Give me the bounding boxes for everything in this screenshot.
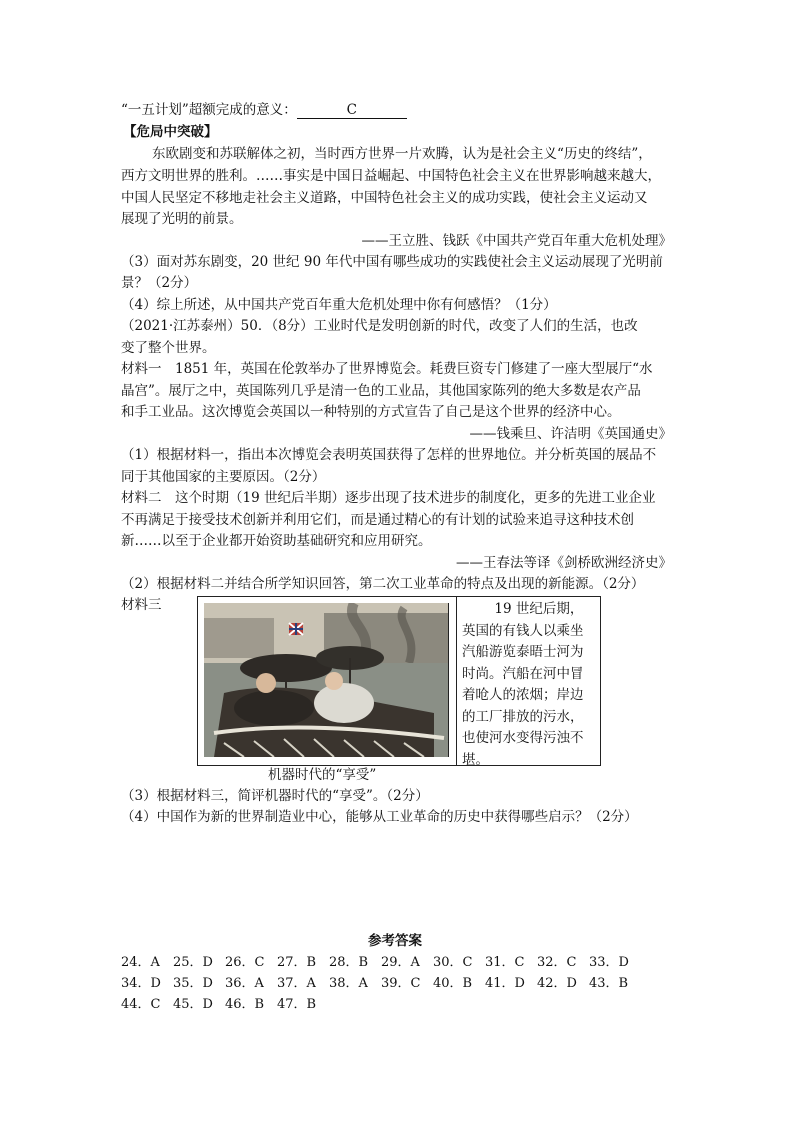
answer-item: 24．A [121, 955, 160, 970]
answer-item: 35．D [173, 976, 213, 991]
answer-item: 39．C [381, 976, 421, 991]
subquestion3: （3）根据材料三，简评机器时代的“享受”。（2分） [121, 788, 429, 804]
answer-item: 34．D [121, 976, 161, 991]
passage1-source: ——王立胜、钱跃《中国共产党百年重大危机处理》 [361, 233, 672, 249]
material2-source: ——王春法等译《剑桥欧洲经济史》 [456, 555, 672, 571]
yiwu-answer-blank: C [297, 102, 407, 119]
material2-line1: 材料二 这个时期（19 世纪后半期）逐步出现了技术进步的制度化，更多的先进工业企业 [121, 490, 656, 506]
figure-text-line: 堪。 [462, 751, 489, 768]
answer-item: 42．D [537, 976, 577, 991]
material1-line2: 晶宫”。展厅之中，英国陈列几乎是清一色的工业品，其他国家陈列的绝大多数是农产品 [121, 383, 641, 399]
material1-line3: 和手工业品。这次博览会英国以一种特别的方式宣告了自己是这个世界的经济中心。 [121, 404, 621, 420]
answer-item: 32．C [537, 955, 577, 970]
answer-item: 46．B [225, 997, 265, 1012]
material2-line2: 不再满足于接受技术创新并利用它们，而是通过精心的有计划的试验来追寻这种技术创 [121, 512, 634, 528]
answer-item: 45．D [173, 997, 213, 1012]
answer-row-2 [121, 974, 641, 994]
material2-line3: 新……以至于企业都开始资助基础研究和应用研究。 [121, 533, 432, 549]
answer-item: 31．C [485, 955, 525, 970]
passage1-line2: 西方文明世界的胜利。……事实是中国日益崛起、中国特色社会主义在世界影响越来越大， [121, 168, 661, 184]
question3-line2: 景？（2分） [121, 275, 198, 291]
material1-source: ——钱乘旦、许洁明《英国通史》 [469, 426, 672, 442]
passage1-line3: 中国人民坚定不移地走社会主义道路，中国特色社会主义的成功实践，使社会主义运动又 [121, 190, 648, 206]
painting-illustration [204, 603, 448, 757]
figure-text-line: 19 世纪后期， [494, 601, 584, 617]
question50-line2: 变了整个世界。 [121, 340, 216, 356]
answer-item: 43．B [589, 976, 629, 991]
answer-row-1 [121, 953, 641, 973]
material1-line1: 材料一 1851 年，英国在伦敦举办了世界博览会。耗费巨资专门修建了一座大型展厅“水 [121, 361, 653, 377]
answer-item: 41．D [485, 976, 525, 991]
thames-steamboat-painting [204, 603, 449, 757]
figure-text-line: 着呛人的浓烟；岸边 [462, 687, 584, 703]
answer-key-title: 参考答案 [368, 933, 422, 949]
answer-item: 25．D [173, 955, 213, 970]
question4: （4）综上所述，从中国共产党百年重大危机处理中你有何感悟？（1分） [121, 297, 557, 313]
subquestion2: （2）根据材料二并结合所学知识回答，第二次工业革命的特点及出现的新能源。（2分） [121, 576, 645, 592]
passage1-line4: 展现了光明的前景。 [121, 211, 243, 227]
figure-caption: 机器时代的“享受” [268, 767, 377, 783]
answer-item: 38．A [329, 976, 368, 991]
answer-item: 28．B [329, 955, 369, 970]
yiwu-label: “一五计划”超额完成的意义： [121, 102, 297, 118]
answer-item: 30．C [433, 955, 473, 970]
figure-text-line: 汽船游览泰晤士河为 [462, 644, 584, 660]
subquestion4: （4）中国作为新的世界制造业中心，能够从工业革命的历史中获得哪些启示？（2分） [121, 809, 638, 825]
answer-item: 40．B [433, 976, 473, 991]
figure-text-line: 英国的有钱人以乘坐 [462, 622, 584, 639]
figure-divider [456, 597, 457, 765]
figure-text-line: 的工厂排放的污水， [462, 708, 584, 725]
subquestion1-line2: 同于其他国家的主要原因。（2分） [121, 469, 326, 485]
answer-row-3 [121, 995, 329, 1015]
answer-item: 27．B [277, 955, 317, 970]
figure-text-line: 也使河水变得污浊不 [462, 730, 584, 746]
question3-line1: （3）面对苏东剧变，20 世纪 90 年代中国有哪些成功的实践使社会主义运动展现了光明前 [121, 254, 663, 270]
question50-line1: （2021·江苏泰州）50．（8分）工业时代是发明创新的时代，改变了人们的生活，也改 [121, 318, 638, 334]
answer-item: 29．A [381, 955, 420, 970]
material3-figure-table [197, 596, 601, 766]
figure-description [462, 599, 596, 771]
material3-label: 材料三 [121, 597, 162, 613]
answer-item: 44．C [121, 997, 161, 1012]
answer-item: 33．D [589, 955, 629, 970]
subquestion1-line1: （1）根据材料一，指出本次博览会表明英国获得了怎样的世界地位。并分析英国的展品不 [121, 447, 657, 463]
section-title: 【危局中突破】 [123, 124, 218, 140]
answer-item: 37．A [277, 976, 316, 991]
answer-item: 47．B [277, 997, 317, 1012]
figure-text-line: 时尚。汽船在河中冒 [462, 665, 584, 682]
answer-item: 26．C [225, 955, 265, 970]
answer-item: 36．A [225, 976, 264, 991]
yiwu-question [121, 100, 407, 120]
passage1-line1: 东欧剧变和苏联解体之初，当时西方世界一片欢腾，认为是社会主义“历史的终结”， [152, 146, 652, 162]
